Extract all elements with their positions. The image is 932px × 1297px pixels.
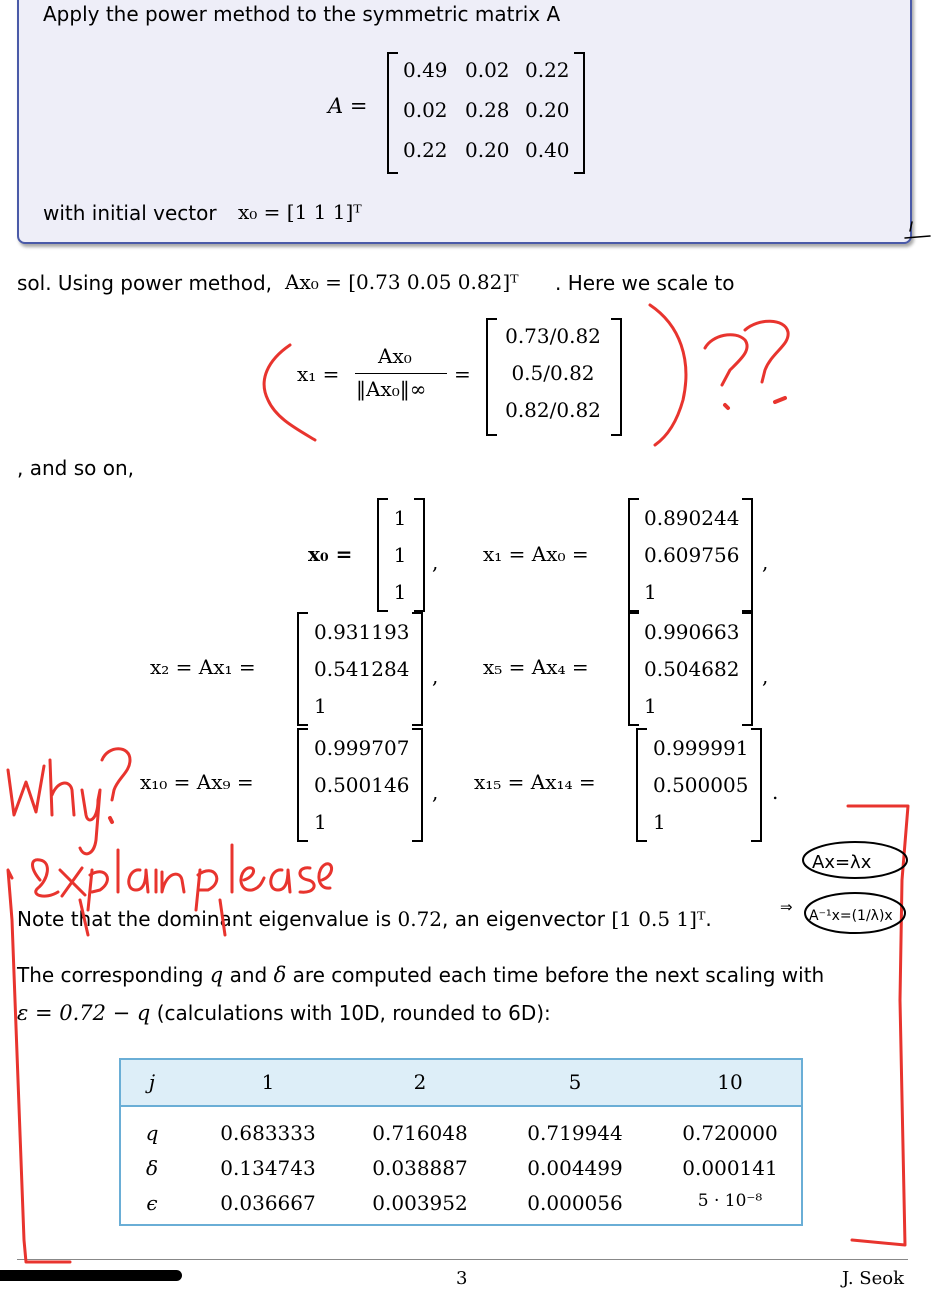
x5-lhs: x₅ = Ax₄ =	[483, 655, 589, 679]
comma: ,	[432, 780, 439, 804]
matrix-A-cell: 0.02	[465, 58, 510, 82]
footer-author: J. Seok	[842, 1268, 904, 1289]
explain-in	[156, 870, 184, 892]
table-cell: 0.716048	[372, 1121, 468, 1145]
matrix-A-cell: 0.22	[403, 138, 448, 162]
table-header-cell: 10	[717, 1070, 743, 1094]
comma: ,	[762, 550, 769, 574]
and-so-on: , and so on,	[17, 456, 134, 480]
sol-prefix: sol. Using power method,	[17, 271, 273, 295]
x2-lhs: x₂ = Ax₁ =	[150, 655, 256, 679]
right-paren-mark	[650, 305, 686, 445]
para-rest: are computed each time before the next scaling with	[292, 963, 825, 987]
matrix-A-cell: 0.22	[525, 58, 570, 82]
sol-suffix: . Here we scale to	[555, 271, 735, 295]
table-cell: 0.000141	[682, 1156, 778, 1180]
x2-entry-3: 1	[314, 694, 327, 718]
table-header-cell: 5	[568, 1070, 582, 1094]
explain-p	[88, 870, 107, 910]
matrix-A-cell: 0.02	[403, 98, 448, 122]
handwritten-eq1: Ax=λx	[812, 852, 872, 873]
table-header-cell: j	[148, 1070, 156, 1094]
epsilon-definition: ε = 0.72 − q	[17, 1001, 151, 1025]
strike-mark-1	[80, 900, 88, 935]
table-cell: 0.003952	[372, 1191, 468, 1215]
question-mark-1	[705, 335, 747, 385]
please-a	[271, 870, 290, 892]
x1-entry-3: 0.82/0.82	[505, 398, 601, 422]
question-dot-2	[775, 398, 785, 402]
x10-entry-3: 1	[314, 810, 327, 834]
why-question	[102, 749, 130, 800]
x15-entry-1: 0.999991	[653, 736, 749, 760]
please-e	[241, 868, 264, 890]
x15-lhs: x₁₅ = Ax₁₄ =	[474, 770, 596, 794]
fraction-denominator: ‖Ax₀‖∞	[356, 377, 427, 401]
question-dot-1	[725, 405, 728, 408]
sol-ax0: Ax₀ = [0.73 0.05 0.82]ᵀ	[285, 270, 519, 294]
x10-entry-1: 0.999707	[314, 736, 410, 760]
table-cell: 0.038887	[372, 1156, 468, 1180]
note-end: .	[705, 907, 712, 931]
x0-entry-1: 1	[393, 506, 407, 530]
comma: ,	[432, 664, 439, 688]
x0-entry-3: 1	[393, 580, 407, 604]
eigenvalue: 0.72	[397, 907, 443, 931]
please-e2	[319, 864, 332, 888]
table-cell: 0.036667	[220, 1191, 316, 1215]
x0-entry-2: 1	[393, 543, 407, 567]
x1-iter-entry-1: 0.890244	[644, 506, 740, 530]
table-cell: δ	[145, 1156, 159, 1180]
q-symbol: q	[209, 963, 224, 987]
table-cell: 0.000056	[527, 1191, 623, 1215]
x0-lhs: x₀ =	[308, 542, 353, 566]
why-y	[80, 790, 100, 854]
please-p	[196, 870, 217, 910]
table-header-cell: 2	[413, 1070, 427, 1094]
please-s	[300, 868, 314, 892]
para-and: and	[229, 963, 268, 987]
matrix-A-cell: 0.40	[525, 138, 570, 162]
x15-entry-3: 1	[653, 810, 666, 834]
left-paren-mark	[264, 345, 315, 440]
x10-entry-2: 0.500146	[314, 773, 410, 797]
handwritten-eq2: A⁻¹x=(1/λ)x	[809, 908, 893, 924]
table-cell: 0.134743	[220, 1156, 316, 1180]
note-lead: Note that the dominant eigenvalue is	[17, 907, 392, 931]
x2-entry-2: 0.541284	[314, 657, 410, 681]
box-edge-mark	[905, 236, 930, 238]
x1-entry-2: 0.5/0.82	[511, 361, 595, 385]
explain-e	[33, 860, 59, 896]
x1-entry-1: 0.73/0.82	[505, 324, 601, 348]
x1-iter-lhs: x₁ = Ax₀ =	[483, 542, 589, 566]
implies-arrow: ⇒	[780, 898, 793, 916]
x5-entry-2: 0.504682	[644, 657, 740, 681]
matrix-A-cell: 0.49	[403, 58, 448, 82]
why-w	[8, 766, 44, 815]
initial-vector: x₀ = [1 1 1]ᵀ	[238, 200, 362, 224]
matrix-A-cell: 0.28	[465, 98, 510, 122]
page-number: 3	[456, 1268, 468, 1289]
matrix-A-cell: 0.20	[525, 98, 570, 122]
initial-vector-prefix: with initial vector	[43, 201, 217, 225]
comma: ,	[432, 550, 439, 574]
explain-x	[60, 868, 85, 896]
table-cell: 0.683333	[220, 1121, 316, 1145]
fraction-numerator: Ax₀	[378, 344, 412, 368]
delta-symbol: δ	[273, 963, 287, 987]
left-bracket-mark	[8, 870, 70, 1262]
x15-entry-2: 0.500005	[653, 773, 749, 797]
x5-entry-3: 1	[644, 694, 657, 718]
x5-entry-1: 0.990663	[644, 620, 740, 644]
table-cell: 0.719944	[527, 1121, 623, 1145]
note-mid: , an eigenvector	[442, 907, 606, 931]
eigenvector: [1 0.5 1]ᵀ	[611, 907, 706, 931]
table-cell: 5 · 10⁻⁸	[697, 1191, 763, 1211]
para-lead: The corresponding	[17, 963, 204, 987]
table-cell: q	[145, 1121, 159, 1145]
why-dot	[110, 818, 112, 822]
question-mark-2	[745, 321, 788, 382]
x1-lhs: x₁ =	[297, 362, 340, 386]
table-cell: 0.004499	[527, 1156, 623, 1180]
why-h	[50, 760, 74, 815]
comma: ,	[762, 664, 769, 688]
period: .	[772, 780, 779, 804]
x10-lhs: x₁₀ = Ax₉ =	[140, 770, 254, 794]
para-line2-rest: (calculations with 10D, rounded to 6D):	[156, 1001, 551, 1025]
x2-entry-1: 0.931193	[314, 620, 410, 644]
table-cell: 0.720000	[682, 1121, 778, 1145]
x1-iter-entry-3: 1	[644, 580, 657, 604]
x1-iter-entry-2: 0.609756	[644, 543, 740, 567]
explain-a	[129, 870, 148, 892]
matrix-A-cell: 0.20	[465, 138, 510, 162]
problem-intro: Apply the power method to the symmetric matrix A	[43, 2, 561, 26]
table-header-cell: 1	[261, 1070, 275, 1094]
strike-mark-2	[220, 900, 225, 935]
table-cell: ϵ	[146, 1191, 158, 1215]
x1-equals: =	[454, 362, 471, 386]
matrix-A-label: A =	[328, 94, 368, 118]
box-corner-mark	[910, 222, 912, 231]
